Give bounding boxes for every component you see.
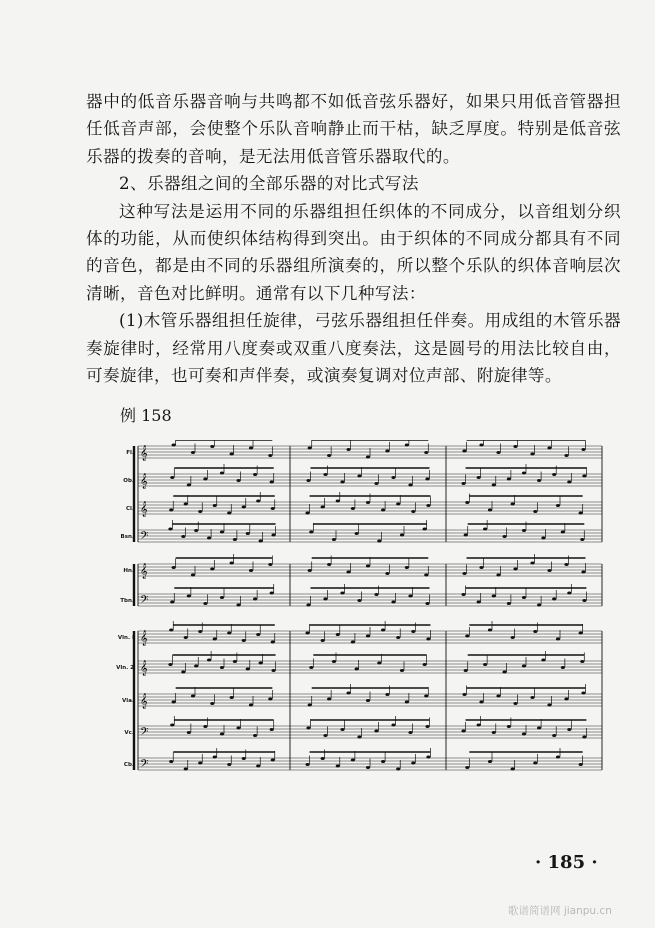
note-head <box>336 500 340 503</box>
note-head <box>256 500 260 503</box>
instrument-label: Ob. <box>123 478 134 484</box>
note-head <box>249 704 253 707</box>
note-head <box>249 447 253 450</box>
note-head <box>366 501 370 504</box>
note-head <box>477 476 481 479</box>
note-head <box>220 596 224 599</box>
note-head <box>230 453 234 456</box>
note-head <box>336 765 340 768</box>
paragraph-2: 这种写法是运用不同的乐器组担任织体的不同成分，以音组划分织体的功能，从而使织体结构得到突出。由于织体的不同成分都具有不同的音色，都是由不同的乐器组所演奏的，所以整个乐队的织体音响层次清晰，音色对比鲜明。通常有以下几种写法： <box>86 201 621 303</box>
note-head <box>327 454 331 457</box>
note-head <box>236 479 240 482</box>
note-head <box>340 728 344 731</box>
note-head <box>198 762 202 765</box>
note-head <box>184 503 188 506</box>
note-head <box>396 503 400 506</box>
paragraph-1: 器中的低音乐器音响与共鸣都不如低音弦乐器好，如果只用低音管器担任低音声部，会使整个乐队音响静止而干枯，缺乏厚度。特别是低音弦乐器的拨奏的音响，是无法用低音管乐器取代的。 <box>86 92 621 166</box>
note-head <box>336 633 340 636</box>
note-head <box>169 629 173 632</box>
note-head <box>306 727 310 730</box>
note-head <box>213 638 217 641</box>
note-head <box>271 669 275 672</box>
note-head <box>355 668 359 671</box>
clef-icon: 𝄞 <box>140 564 148 579</box>
note-head <box>425 602 429 605</box>
note-head <box>479 444 483 447</box>
note-head <box>462 693 466 696</box>
instrument-label: Bsn. <box>120 534 134 540</box>
note-head <box>411 762 415 765</box>
note-head <box>581 571 585 574</box>
note-head <box>207 659 211 662</box>
note-head <box>194 665 198 668</box>
note-head <box>511 503 515 506</box>
note-head <box>424 451 428 454</box>
clef-icon: 𝄞 <box>140 661 148 676</box>
note-head <box>381 509 385 512</box>
note-head <box>230 562 234 565</box>
note-head <box>227 763 231 766</box>
note-head <box>564 563 568 566</box>
note-head <box>400 534 404 537</box>
note-head <box>502 535 506 538</box>
note-head <box>220 531 224 534</box>
note-head <box>366 699 370 702</box>
note-head <box>194 529 198 532</box>
note-head <box>377 662 381 665</box>
note-head <box>203 725 207 728</box>
note-head <box>537 604 541 607</box>
note-head <box>169 760 173 763</box>
note-head <box>207 537 211 540</box>
note-head <box>184 636 188 639</box>
note-head <box>340 592 344 595</box>
section-heading: 2、乐器组之间的全部乐器的对比式写法 <box>119 174 419 194</box>
clef-icon: 𝄞 <box>140 694 148 709</box>
note-head <box>321 506 325 509</box>
note-head <box>405 566 409 569</box>
note-head <box>522 733 526 736</box>
note-head <box>561 666 565 669</box>
note-head <box>511 636 515 639</box>
note-head <box>172 444 176 447</box>
note-head <box>479 701 483 704</box>
note-head <box>233 660 237 663</box>
note-head <box>321 757 325 760</box>
note-head <box>426 638 430 641</box>
note-head <box>308 447 312 450</box>
note-head <box>271 507 275 510</box>
note-head <box>537 479 541 482</box>
note-head <box>465 501 469 504</box>
note-head <box>259 662 263 665</box>
note-head <box>483 663 487 666</box>
note-head <box>256 633 260 636</box>
note-head <box>327 698 331 701</box>
note-head <box>271 759 275 762</box>
note-head <box>374 593 378 596</box>
note-head <box>213 504 217 507</box>
note-head <box>530 696 534 699</box>
note-head <box>203 478 207 481</box>
note-head <box>355 532 359 535</box>
score-staves <box>110 440 610 785</box>
note-head <box>391 476 395 479</box>
note-head <box>220 733 224 736</box>
note-head <box>242 639 246 642</box>
note-head <box>321 639 325 642</box>
note-head <box>357 475 361 478</box>
note-head <box>374 482 378 485</box>
note-head <box>346 571 350 574</box>
instrument-label: Cb. <box>123 762 134 768</box>
note-head <box>426 756 430 759</box>
note-head <box>305 632 309 635</box>
note-head <box>227 512 231 515</box>
note-head <box>496 451 500 454</box>
note-head <box>579 763 583 766</box>
note-head <box>203 602 207 605</box>
note-head <box>220 472 224 475</box>
note-head <box>168 663 172 666</box>
note-head <box>492 484 496 487</box>
note-head <box>581 692 585 695</box>
orchestral-score <box>110 440 610 785</box>
note-head <box>351 641 355 644</box>
note-head <box>172 566 176 569</box>
note-head <box>210 568 214 571</box>
note-head <box>556 504 560 507</box>
note-head <box>256 765 260 768</box>
note-head <box>405 444 409 447</box>
note-head <box>411 630 415 633</box>
note-head <box>561 531 565 534</box>
note-head <box>396 768 400 771</box>
note-head <box>465 635 469 638</box>
note-head <box>236 727 240 730</box>
note-head <box>488 629 492 632</box>
note-head <box>381 629 385 632</box>
note-head <box>547 569 551 572</box>
note-head <box>462 572 466 575</box>
instrument-label: Vla. <box>122 698 134 704</box>
note-head <box>309 531 313 534</box>
clef-icon: 𝄢 <box>140 758 149 773</box>
note-head <box>233 538 237 541</box>
note-head <box>522 529 526 532</box>
note-head <box>253 734 257 737</box>
note-head <box>496 574 500 577</box>
note-head <box>306 479 310 482</box>
note-head <box>461 593 465 596</box>
note-head <box>305 512 309 515</box>
note-head <box>187 595 191 598</box>
note-head <box>423 528 427 531</box>
note-head <box>522 472 526 475</box>
note-head <box>513 445 517 448</box>
note-head <box>323 734 327 737</box>
instrument-label: Vc. <box>124 730 134 736</box>
note-head <box>530 562 534 565</box>
example-label: 例 158 <box>120 406 172 425</box>
note-head <box>385 693 389 696</box>
note-head <box>522 665 526 668</box>
note-head <box>327 563 331 566</box>
note-head <box>541 659 545 662</box>
note-head <box>507 602 511 605</box>
clef-icon: 𝄞 <box>140 631 148 646</box>
note-head <box>187 731 191 734</box>
note-head <box>507 725 511 728</box>
note-head <box>408 484 412 487</box>
note-head <box>346 448 350 451</box>
note-head <box>492 731 496 734</box>
note-head <box>191 695 195 698</box>
note-head <box>270 728 274 731</box>
note-head <box>405 701 409 704</box>
note-head <box>385 572 389 575</box>
instrument-label: Vln. I <box>117 635 134 641</box>
note-head <box>253 598 257 601</box>
clef-icon: 𝄞 <box>140 474 148 489</box>
note-head <box>513 702 517 705</box>
note-head <box>564 698 568 701</box>
note-head <box>582 736 586 739</box>
note-head <box>522 596 526 599</box>
note-head <box>270 592 274 595</box>
note-head <box>396 636 400 639</box>
note-head <box>210 702 214 705</box>
clef-icon: 𝄢 <box>140 530 149 545</box>
note-head <box>184 768 188 771</box>
note-head <box>530 453 534 456</box>
note-head <box>259 540 263 543</box>
note-head <box>580 660 584 663</box>
page-number: · 185 · <box>535 852 598 873</box>
body-text <box>86 88 621 389</box>
note-head <box>191 574 195 577</box>
note-head <box>513 568 517 571</box>
note-head <box>507 478 511 481</box>
watermark: 歌谱简谱网 jianpu.cn <box>508 905 612 917</box>
note-head <box>168 528 172 531</box>
note-head <box>332 538 336 541</box>
note-head <box>537 727 541 730</box>
note-head <box>198 510 202 513</box>
note-head <box>381 760 385 763</box>
note-head <box>556 756 560 759</box>
note-head <box>425 725 429 728</box>
note-head <box>552 473 556 476</box>
note-head <box>249 569 253 572</box>
note-head <box>181 535 185 538</box>
note-head <box>582 599 586 602</box>
note-head <box>242 506 246 509</box>
note-head <box>170 601 174 604</box>
note-head <box>580 538 584 541</box>
note-head <box>253 473 257 476</box>
note-head <box>533 630 537 633</box>
note-head <box>579 632 583 635</box>
note-head <box>246 668 250 671</box>
note-head <box>308 569 312 572</box>
note-head <box>268 563 272 566</box>
note-head <box>483 528 487 531</box>
note-head <box>323 473 327 476</box>
note-head <box>305 763 309 766</box>
note-head <box>426 504 430 507</box>
note-head <box>567 728 571 731</box>
note-head <box>385 450 389 453</box>
instrument-label: Tbn. <box>120 598 134 604</box>
note-head <box>213 756 217 759</box>
note-head <box>488 509 492 512</box>
note-head <box>187 484 191 487</box>
note-head <box>268 454 272 457</box>
clef-icon: 𝄞 <box>140 446 148 461</box>
note-head <box>567 592 571 595</box>
note-head <box>479 566 483 569</box>
note-head <box>198 630 202 633</box>
note-head <box>425 478 429 481</box>
note-head <box>351 759 355 762</box>
note-head <box>309 666 313 669</box>
note-head <box>366 635 370 638</box>
note-head <box>366 456 370 459</box>
note-head <box>408 595 412 598</box>
note-head <box>210 445 214 448</box>
note-head <box>400 669 404 672</box>
note-head <box>477 724 481 727</box>
note-head <box>556 638 560 641</box>
note-head <box>351 507 355 510</box>
note-head <box>411 510 415 513</box>
note-head <box>366 766 370 769</box>
note-head <box>357 736 361 739</box>
note-head <box>191 451 195 454</box>
note-head <box>488 760 492 763</box>
note-head <box>464 534 468 537</box>
note-head <box>564 454 568 457</box>
note-head <box>424 574 428 577</box>
note-head <box>366 565 370 568</box>
note-head <box>271 534 275 537</box>
note-head <box>332 660 336 663</box>
clef-icon: 𝄢 <box>140 594 149 609</box>
note-head <box>582 475 586 478</box>
note-head <box>271 641 275 644</box>
note-head <box>581 448 585 451</box>
clef-icon: 𝄢 <box>140 726 149 741</box>
note-head <box>461 730 465 733</box>
note-head <box>477 601 481 604</box>
note-head <box>340 481 344 484</box>
note-head <box>227 632 231 635</box>
note-head <box>461 482 465 485</box>
note-head <box>346 692 350 695</box>
note-head <box>308 704 312 707</box>
note-head <box>246 532 250 535</box>
note-head <box>170 724 174 727</box>
note-head <box>230 696 234 699</box>
note-head <box>391 724 395 727</box>
note-head <box>169 509 173 512</box>
note-head <box>270 481 274 484</box>
note-head <box>547 447 551 450</box>
clef-icon: 𝄞 <box>140 502 148 517</box>
note-head <box>306 604 310 607</box>
note-head <box>408 731 412 734</box>
instrument-label: Fl. <box>126 450 134 456</box>
note-head <box>541 537 545 540</box>
note-head <box>377 540 381 543</box>
note-head <box>236 604 240 607</box>
note-head <box>579 512 583 515</box>
note-head <box>220 666 224 669</box>
note-head <box>552 598 556 601</box>
note-head <box>496 695 500 698</box>
note-head <box>547 704 551 707</box>
note-head <box>492 595 496 598</box>
note-head <box>533 762 537 765</box>
note-head <box>552 734 556 737</box>
note-head <box>511 768 515 771</box>
note-head <box>323 598 327 601</box>
instrument-label: Cl. <box>125 506 134 512</box>
instrument-label: Vln. 2 <box>116 665 134 671</box>
note-head <box>424 695 428 698</box>
note-head <box>181 671 185 674</box>
note-head <box>268 698 272 701</box>
note-head <box>374 730 378 733</box>
note-head <box>357 599 361 602</box>
note-head <box>170 476 174 479</box>
note-head <box>242 757 246 760</box>
note-head <box>423 663 427 666</box>
note-head <box>462 450 466 453</box>
note-head <box>391 601 395 604</box>
note-head <box>567 481 571 484</box>
note-head <box>533 510 537 513</box>
note-head <box>465 766 469 769</box>
note-head <box>502 671 506 674</box>
instrument-label: Hn. <box>123 568 134 574</box>
note-head <box>464 669 468 672</box>
note-head <box>172 701 176 704</box>
paragraph-3: (1)木管乐器组担任旋律，弓弦乐器组担任伴奏。用成组的木管乐器奏旋律时，经常用八度奏或双重八度奏法，这是圆号的用法比较自由，可奏旋律，也可奏和声伴奏，或演奏复调对位声部、附旋律等。 <box>86 311 621 386</box>
